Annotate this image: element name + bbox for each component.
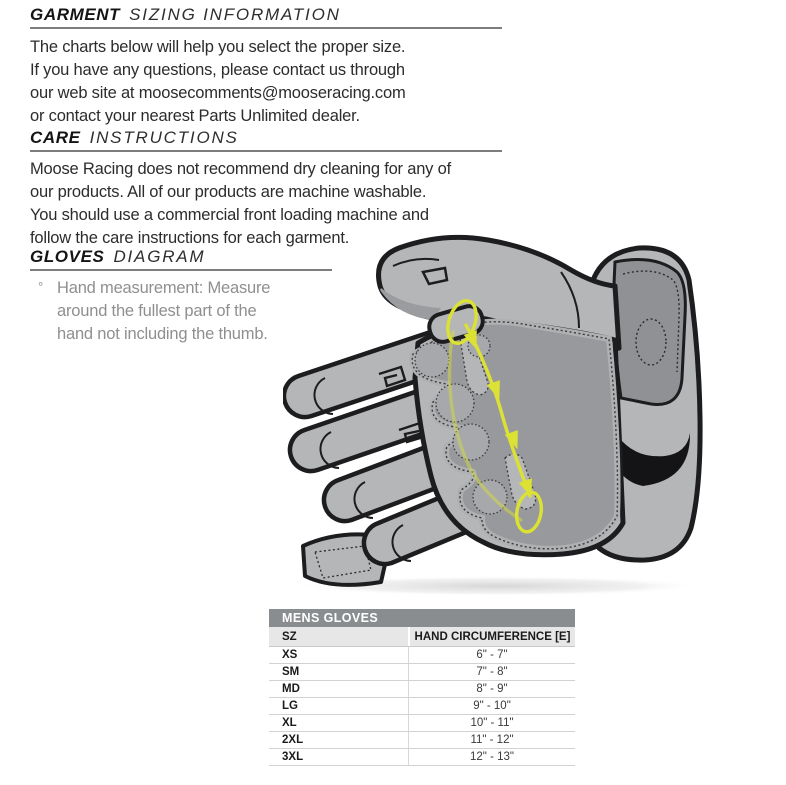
- care-line-2: our products. All of our products are machine washable.: [30, 183, 427, 201]
- care-line-1: Moose Racing does not recommend dry cleaning for any of: [30, 160, 451, 178]
- size-cell: SM: [282, 666, 300, 678]
- gloves-section-title: [30, 247, 205, 266]
- circumference-cell: 11" - 12": [408, 732, 575, 748]
- glove-diagram-illustration: [283, 228, 703, 602]
- table-row: [269, 698, 575, 715]
- table-row: [269, 749, 575, 766]
- garment-paragraph: [30, 36, 406, 128]
- garment-title-light: SIZING INFORMATION: [129, 5, 341, 24]
- garment-line-3: our web site at moosecomments@mooseracing.com: [30, 84, 406, 102]
- table-row: [269, 681, 575, 698]
- garment-section-title: [30, 5, 341, 24]
- circumference-cell: 9" - 10": [408, 698, 575, 714]
- garment-line-4: or contact your nearest Parts Unlimited dealer.: [30, 107, 360, 125]
- circumference-cell: 12" - 13": [408, 749, 575, 765]
- mens-gloves-size-table: [269, 609, 575, 766]
- circumference-cell: 8" - 9": [408, 681, 575, 697]
- glove-svg: [283, 228, 703, 602]
- size-cell: XL: [282, 717, 297, 729]
- column-header-size: SZ: [282, 631, 297, 643]
- care-line-4: follow the care instructions for each garment.: [30, 229, 350, 247]
- note-line-3: hand not including the thumb.: [57, 325, 268, 343]
- garment-rule: [30, 27, 502, 29]
- size-cell: MD: [282, 683, 300, 695]
- table-title: MENS GLOVES: [269, 609, 575, 627]
- care-section-title: [30, 128, 239, 147]
- gloves-title-bold: GLOVES: [30, 247, 105, 266]
- garment-title-bold: GARMENT: [30, 5, 121, 24]
- care-title-bold: CARE: [30, 128, 81, 147]
- table-row: [269, 664, 575, 681]
- note-line-1: Hand measurement: Measure: [57, 279, 271, 297]
- circumference-cell: 10" - 11": [408, 715, 575, 731]
- hand-measurement-note: [57, 277, 270, 346]
- size-cell: LG: [282, 700, 298, 712]
- circumference-cell: 7" - 8": [408, 664, 575, 680]
- size-cell: 3XL: [282, 751, 304, 763]
- care-rule: [30, 150, 502, 152]
- table-header-row: [269, 627, 575, 647]
- bullet-icon: °: [38, 279, 44, 294]
- care-title-light: INSTRUCTIONS: [89, 128, 239, 147]
- size-cell: 2XL: [282, 734, 304, 746]
- table-row: [269, 732, 575, 749]
- size-cell: XS: [282, 649, 298, 661]
- column-header-circumference: HAND CIRCUMFERENCE [E]: [408, 627, 575, 646]
- garment-line-1: The charts below will help you select the proper size.: [30, 38, 406, 56]
- table-row: [269, 647, 575, 664]
- care-line-3: You should use a commercial front loading machine and: [30, 206, 429, 224]
- table-row: [269, 715, 575, 732]
- note-line-2: around the fullest part of the: [57, 302, 257, 320]
- garment-line-2: If you have any questions, please contact us through: [30, 61, 405, 79]
- gloves-title-light: DIAGRAM: [113, 247, 206, 266]
- circumference-cell: 6" - 7": [408, 647, 575, 663]
